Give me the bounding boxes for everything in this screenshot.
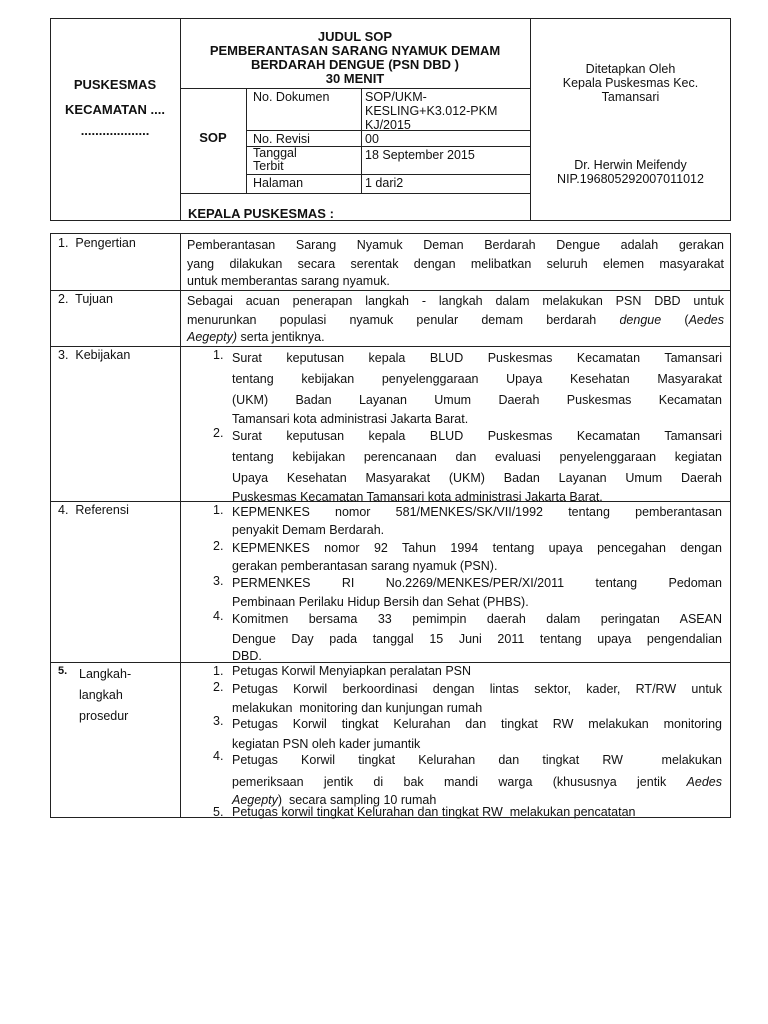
referensi-item-3-num: 3.: [213, 574, 224, 588]
title-bottom-line: [180, 88, 530, 89]
kebijakan-line: (UKM) Badan Layanan Umum Daerah Puskesmas Kecamatan: [232, 393, 722, 407]
org-line-1: PUSKESMAS: [73, 77, 157, 92]
tujuan-line: [187, 311, 724, 330]
langkah-label-line: prosedur: [79, 709, 129, 723]
referensi-line: PERMENKES RI No.2269/MENKES/PER/XI/2011 tentang Pedoman: [232, 576, 722, 590]
title-label: JUDUL SOP: [317, 29, 393, 44]
kebijakan-item-1: [232, 348, 722, 427]
title-line-1: PEMBERANTASAN SARANG NYAMUK DEMAM: [209, 43, 501, 58]
langkah-item-2: [232, 680, 722, 718]
kepala-puskesmas-label: KEPALA PUSKESMAS :: [188, 206, 334, 221]
referensi-line: Dengue Day pada tanggal 15 Juni 2011 tentang upaya pengendalian: [232, 632, 722, 646]
header-divider-right: [530, 18, 531, 221]
org-name: [50, 72, 180, 140]
signer-name: Dr. Herwin Meifendy: [574, 158, 687, 172]
tujuan-aegepty: Aegepty): [187, 330, 238, 344]
sop-divider: [246, 88, 247, 193]
referensi-line: gerakan pemberantasan sarang nyamuk (PSN).: [232, 559, 498, 573]
title-line-3: 30 MENIT: [325, 71, 385, 86]
referensi-item-4: [232, 609, 722, 663]
langkah-item-3: [232, 714, 722, 754]
pengertian-text: [187, 236, 724, 288]
tujuan-dengue: dengue: [619, 313, 662, 327]
tujuan-aedes: Aedes: [688, 313, 725, 327]
tujuan-tail: serta jentiknya.: [237, 330, 325, 344]
tujuan-line: [187, 330, 724, 344]
meta-label-line: Tanggal: [253, 146, 297, 160]
kebijakan-line: Puskesmas Kecamatan Tamansari kota administrasi Jakarta Barat.: [232, 490, 603, 504]
pengertian-line: Pemberantasan Sarang Nyamuk Deman Berdarah Dengue adalah gerakan: [187, 238, 724, 252]
org-line-2: KECAMATAN ....: [65, 102, 165, 117]
langkah-label-line: langkah: [79, 688, 123, 702]
langkah-4-aegepty: Aegepty: [232, 793, 278, 807]
ditetapkan-block: [530, 62, 731, 104]
signer-block: [530, 158, 731, 186]
meta-row-line-3: [246, 174, 530, 175]
pengertian-line: untuk memberantas sarang nyamuk.: [187, 274, 390, 288]
langkah-item-2-num: 2.: [213, 680, 224, 694]
langkah-item-3-num: 3.: [213, 714, 224, 728]
kebijakan-line: tentang kebijakan penyelenggaraan Upaya Kesehatan Masyarakat: [232, 372, 722, 386]
meta-value-line: SOP/UKM-: [365, 90, 427, 104]
meta-label-halaman: Halaman: [253, 176, 304, 190]
langkah-item-5-num: 5.: [213, 805, 224, 819]
referensi-line: Komitmen bersama 33 pemimpin daerah dalam peringatan ASEAN: [232, 612, 722, 626]
section-label-kebijakan: 3. Kebijakan: [58, 348, 131, 362]
referensi-item-2: [232, 539, 722, 575]
ditetapkan-line-1: Ditetapkan Oleh: [585, 62, 676, 76]
org-line-3: ...................: [80, 123, 150, 138]
referensi-item-3: [232, 574, 722, 612]
ditetapkan-line-3: Tamansari: [601, 90, 660, 104]
meta-value-halaman: 1 dari2: [365, 176, 404, 190]
meta-label-line: Terbit: [253, 159, 284, 173]
signer-nip: NIP.196805292007011012: [557, 172, 704, 186]
ditetapkan-line-2: Kepala Puskesmas Kec.: [562, 76, 699, 90]
kebijakan-item-2-num: 2.: [213, 426, 224, 440]
referensi-item-4-num: 4.: [213, 609, 224, 623]
body-col-divider: [180, 233, 181, 818]
langkah-item-4: [232, 749, 722, 807]
sop-title: [180, 30, 530, 86]
langkah-item-5: Petugas korwil tingkat Kelurahan dan tingkat RW melakukan pencatatan: [232, 805, 636, 819]
row-line-2: [50, 346, 731, 347]
langkah-item-1-num: 1.: [213, 664, 224, 678]
referensi-line: KEPMENKES nomor 92 Tahun 1994 tentang upaya pencegahan dengan: [232, 541, 722, 555]
meta-label-no-dokumen: No. Dokumen: [253, 90, 330, 104]
referensi-line: penyakit Demam Berdarah.: [232, 523, 385, 537]
langkah-item-1: Petugas Korwil Menyiapkan peralatan PSN: [232, 664, 472, 678]
langkah-line: Petugas Korwil tingkat Kelurahan dan tingkat RW melakukan monitoring: [232, 717, 722, 731]
referensi-line: Pembinaan Perilaku Hidup Bersih dan Sehat (PHBS).: [232, 595, 529, 609]
referensi-item-2-num: 2.: [213, 539, 224, 553]
section-label-referensi: 4. Referensi: [58, 503, 129, 517]
kebijakan-line: Upaya Kesehatan Masyarakat (UKM) Badan Layanan Umum Daerah: [232, 471, 722, 485]
langkah-4-aedes: Aedes: [686, 775, 722, 789]
tujuan-text: [187, 292, 724, 344]
langkah-label-line: Langkah-: [79, 667, 132, 681]
langkah-line: [232, 771, 722, 793]
tujuan-paren: (: [661, 313, 689, 327]
meta-label-no-revisi: No. Revisi: [253, 132, 310, 146]
kebijakan-line: Tamansari kota administrasi Jakarta Barat.: [232, 412, 469, 426]
kebijakan-line: Surat keputusan kepala BLUD Puskesmas Kecamatan Tamansari: [232, 351, 722, 365]
referensi-item-1-num: 1.: [213, 503, 224, 517]
langkah-line: Petugas Korwil berkoordinasi dengan lintas sektor, kader, RT/RW untuk: [232, 682, 722, 696]
kebijakan-line: Surat keputusan kepala BLUD Puskesmas Kecamatan Tamansari: [232, 429, 722, 443]
section-label-langkah: [79, 664, 131, 727]
langkah-line: kegiatan PSN oleh kader jumantik: [232, 737, 421, 751]
pengertian-line: yang dilakukan secara serentak dengan melibatkan seluruh elemen masyarakat: [187, 257, 724, 271]
meta-value-line: KJ/2015: [365, 118, 411, 132]
langkah-line: Petugas Korwil tingkat Kelurahan dan tingkat RW melakukan: [232, 753, 722, 767]
meta-value-line: KESLING+K3.012-PKM: [365, 104, 498, 118]
referensi-item-1: [232, 503, 722, 539]
section-label-langkah-num: 5.: [58, 665, 68, 677]
meta-label-tanggal-terbit: [253, 147, 297, 173]
langkah-item-4-num: 4.: [213, 749, 224, 763]
section-label-tujuan: 2. Tujuan: [58, 292, 113, 306]
referensi-line: KEPMENKES nomor 581/MENKES/SK/VII/1992 tentang pemberantasan: [232, 505, 722, 519]
title-line-2: BERDARAH DENGUE (PSN DBD ): [250, 57, 459, 72]
langkah-line: melakukan monitoring dan kunjungan rumah: [232, 701, 483, 715]
langkah-4-tail: ) secara sampling 10 rumah: [277, 793, 437, 807]
meta-value-tanggal-terbit: 18 September 2015: [365, 148, 475, 162]
tujuan-text-a: menurunkan populasi nyamuk penular demam berdarah: [187, 313, 620, 327]
row-line-1: [50, 290, 731, 291]
referensi-line: DBD.: [232, 649, 262, 663]
meta-value-no-revisi: 00: [365, 132, 379, 146]
sop-label: SOP: [199, 130, 227, 145]
kebijakan-item-2: [232, 426, 722, 505]
tujuan-line: Sebagai acuan penerapan langkah - langkah dalam melakukan PSN DBD untuk: [187, 294, 724, 308]
kebijakan-line: tentang kebijakan perencanaan dan evaluasi penyelenggaraan kegiatan: [232, 450, 722, 464]
meta-value-no-dokumen: [365, 90, 497, 132]
langkah-4-text-a: pemeriksaan jentik di bak mandi warga (khususnya jentik: [232, 775, 687, 789]
meta-col-divider: [361, 88, 362, 193]
meta-bottom-line: [180, 193, 530, 194]
kebijakan-item-1-num: 1.: [213, 348, 224, 362]
section-label-pengertian: 1. Pengertian: [58, 236, 136, 250]
